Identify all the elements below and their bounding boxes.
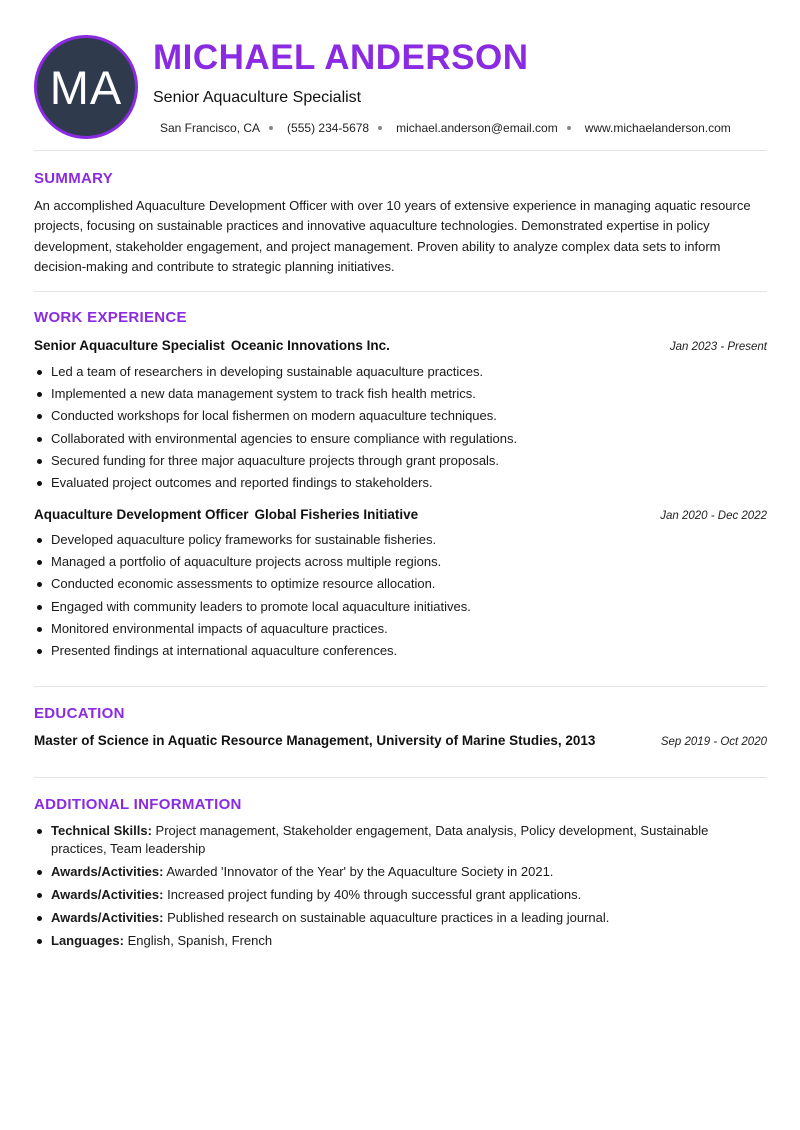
list-item: Managed a portfolio of aquaculture projects across multiple regions. [34, 553, 767, 571]
additional-heading: ADDITIONAL INFORMATION [34, 796, 242, 813]
item-text: Awarded 'Innovator of the Year' by the Aquaculture Society in 2021. [166, 864, 554, 879]
contact-phone: (555) 234-5678 [287, 121, 370, 135]
list-item: Monitored environmental impacts of aquaculture practices. [34, 620, 767, 638]
list-item [34, 822, 767, 858]
divider [34, 777, 767, 778]
summary-text: An accomplished Aquaculture Development Officer with over 10 years of extensive experience in managing aquatic resource projects, focusing on sustainable practices and innovative aquaculture technologies. Demonstrated expertise in policy development, stakeholder engagement, and project management. Proven ability to analyze complex data sets to inform decision-making and contribute to strategic planning initiatives. [34, 198, 751, 274]
education-heading: EDUCATION [34, 705, 125, 722]
job-date: Jan 2023 - Present [669, 341, 767, 353]
item-text: Increased project funding by 40% through successful grant applications. [167, 887, 582, 902]
separator-dot [378, 126, 382, 130]
experience-heading: WORK EXPERIENCE [34, 309, 187, 326]
list-item: Secured funding for three major aquaculture projects through grant proposals. [34, 452, 767, 470]
job-date: Jan 2020 - Dec 2022 [660, 510, 767, 522]
contact-email[interactable]: michael.anderson@email.com [396, 121, 558, 135]
divider [34, 150, 767, 151]
job-title-line [34, 338, 390, 353]
avatar-initials: MA [49, 60, 123, 114]
job-bullets [34, 531, 767, 664]
list-item [34, 886, 767, 904]
list-item: Presented findings at international aquaculture conferences. [34, 642, 767, 660]
list-item: Collaborated with environmental agencies to ensure compliance with regulations. [34, 430, 767, 448]
list-item: Conducted workshops for local fishermen on modern aquaculture techniques. [34, 407, 767, 425]
item-text: Project management, Stakeholder engagement, Data analysis, Policy development, Sustainable practices, Team leadership [51, 823, 709, 856]
list-item: Led a team of researchers in developing sustainable aquaculture practices. [34, 363, 767, 381]
summary-heading: SUMMARY [34, 170, 114, 187]
item-label: Technical Skills: [51, 823, 152, 838]
list-item: Implemented a new data management system to track fish health metrics. [34, 385, 767, 403]
candidate-title: Senior Aquaculture Specialist [153, 89, 362, 106]
item-label: Awards/Activities: [51, 887, 164, 902]
contact-website[interactable]: www.michaelanderson.com [584, 121, 731, 135]
list-item [34, 909, 767, 927]
job-header [34, 338, 767, 353]
job-bullets [34, 363, 767, 496]
divider [34, 291, 767, 292]
item-label: Languages: [51, 933, 124, 948]
job-company: Oceanic Innovations Inc. [230, 338, 390, 353]
separator-dot [269, 126, 273, 130]
job-role: Senior Aquaculture Specialist [34, 338, 225, 353]
candidate-name: MICHAEL ANDERSON [153, 38, 529, 77]
list-item: Developed aquaculture policy frameworks for sustainable fisheries. [34, 531, 767, 549]
item-text: English, Spanish, French [127, 933, 273, 948]
list-item: Engaged with community leaders to promote local aquaculture initiatives. [34, 598, 767, 616]
list-item: Evaluated project outcomes and reported findings to stakeholders. [34, 474, 767, 492]
job-header [34, 507, 767, 522]
list-item: Conducted economic assessments to optimize resource allocation. [34, 575, 767, 593]
item-text: Published research on sustainable aquaculture practices in a leading journal. [167, 910, 610, 925]
contact-row [160, 121, 731, 135]
job-company: Global Fisheries Initiative [254, 507, 419, 522]
job-title-line [34, 507, 418, 522]
item-label: Awards/Activities: [51, 864, 164, 879]
contact-location: San Francisco, CA [160, 121, 261, 135]
education-entry [34, 733, 767, 748]
list-item [34, 863, 767, 881]
education-degree: Master of Science in Aquatic Resource Management, University of Marine Studies, 2013 [34, 733, 596, 748]
job-role: Aquaculture Development Officer [34, 507, 249, 522]
divider [34, 686, 767, 687]
avatar [34, 35, 138, 139]
additional-list [34, 822, 767, 955]
list-item [34, 932, 767, 950]
education-date: Sep 2019 - Oct 2020 [660, 736, 767, 748]
separator-dot [567, 126, 571, 130]
item-label: Awards/Activities: [51, 910, 164, 925]
